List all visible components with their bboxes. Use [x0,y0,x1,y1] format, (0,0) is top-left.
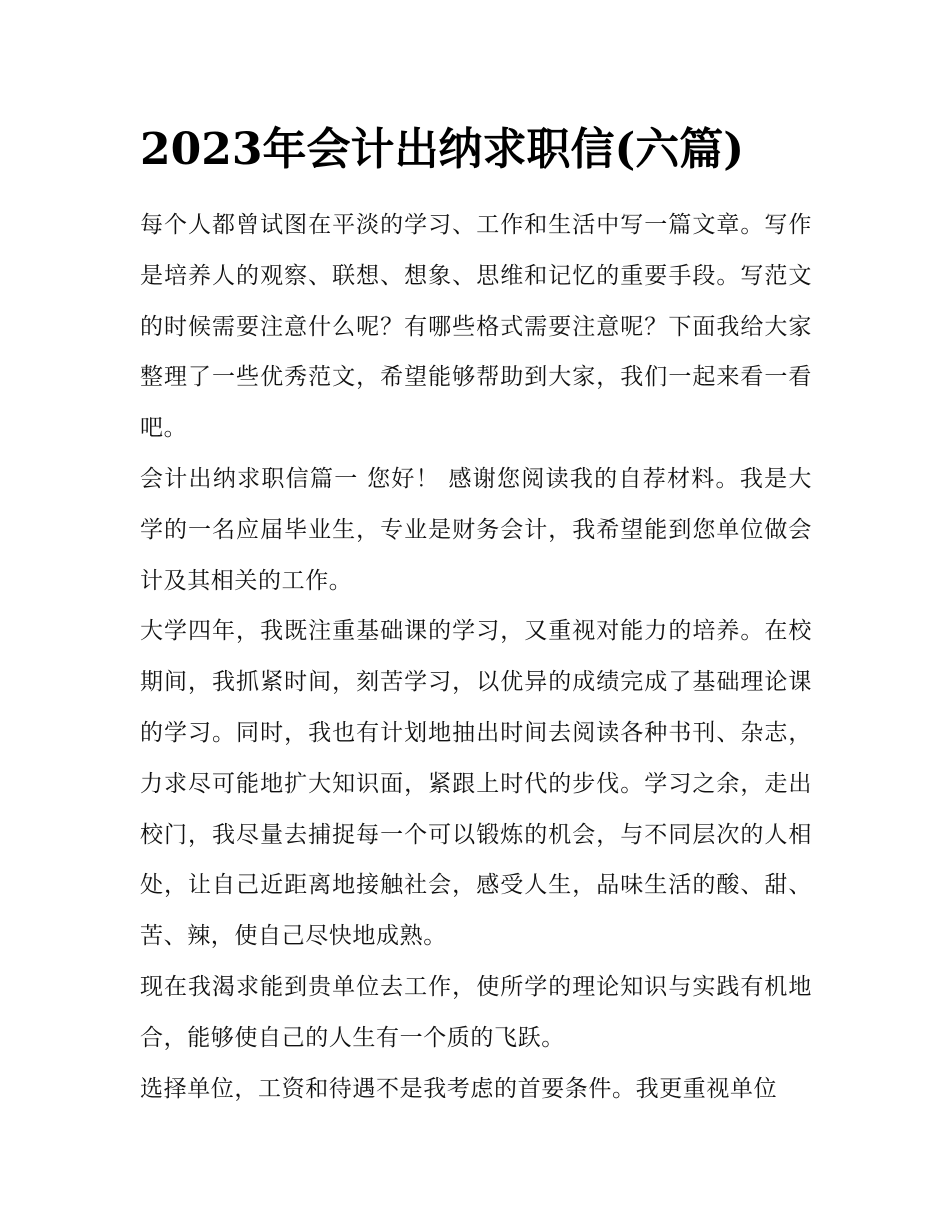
paragraph-aspiration: 现在我渴求能到贵单位去工作，使所学的理论知识与实践有机地合，能够使自己的人生有一个质的飞跃。 [140,973,812,1051]
paragraph-university-study: 大学四年，我既注重基础课的学习，又重视对能力的培养。在校期间，我抓紧时间，刻苦学习，以优异的成绩完成了基础理论课的学习。同时，我也有计划地抽出时间去阅读各种书刊、杂志，力求尽可能地扩大知识面，紧跟上时代的步伐。学习之余，走出校门，我尽量去捕捉每一个可以锻炼的机会，与不同层次的人相处，让自己近距离地接触社会，感受人生，品味生活的酸、甜、苦、辣，使自己尽快地成熟。 [140,618,812,950]
document-body [140,200,812,1114]
document-title: 2023年会计出纳求职信(六篇) [140,124,745,175]
paragraph-unit-choice: 选择单位，工资和待遇不是我考虑的首要条件。我更重视单位 [140,1075,778,1102]
paragraph-intro: 每个人都曾试图在平淡的学习、工作和生活中写一篇文章。写作是培养人的观察、联想、想象、思维和记忆的重要手段。写范文的时候需要注意什么呢？有哪些格式需要注意呢？下面我给大家整理了一些优秀范文，希望能够帮助到大家，我们一起来看一看吧。 [140,212,812,442]
paragraph-letter-opening: 会计出纳求职信篇一 您好！ 感谢您阅读我的自荐材料。我是大学的一名应届毕业生，专业是财务会计，我希望能到您单位做会计及其相关的工作。 [140,465,812,594]
